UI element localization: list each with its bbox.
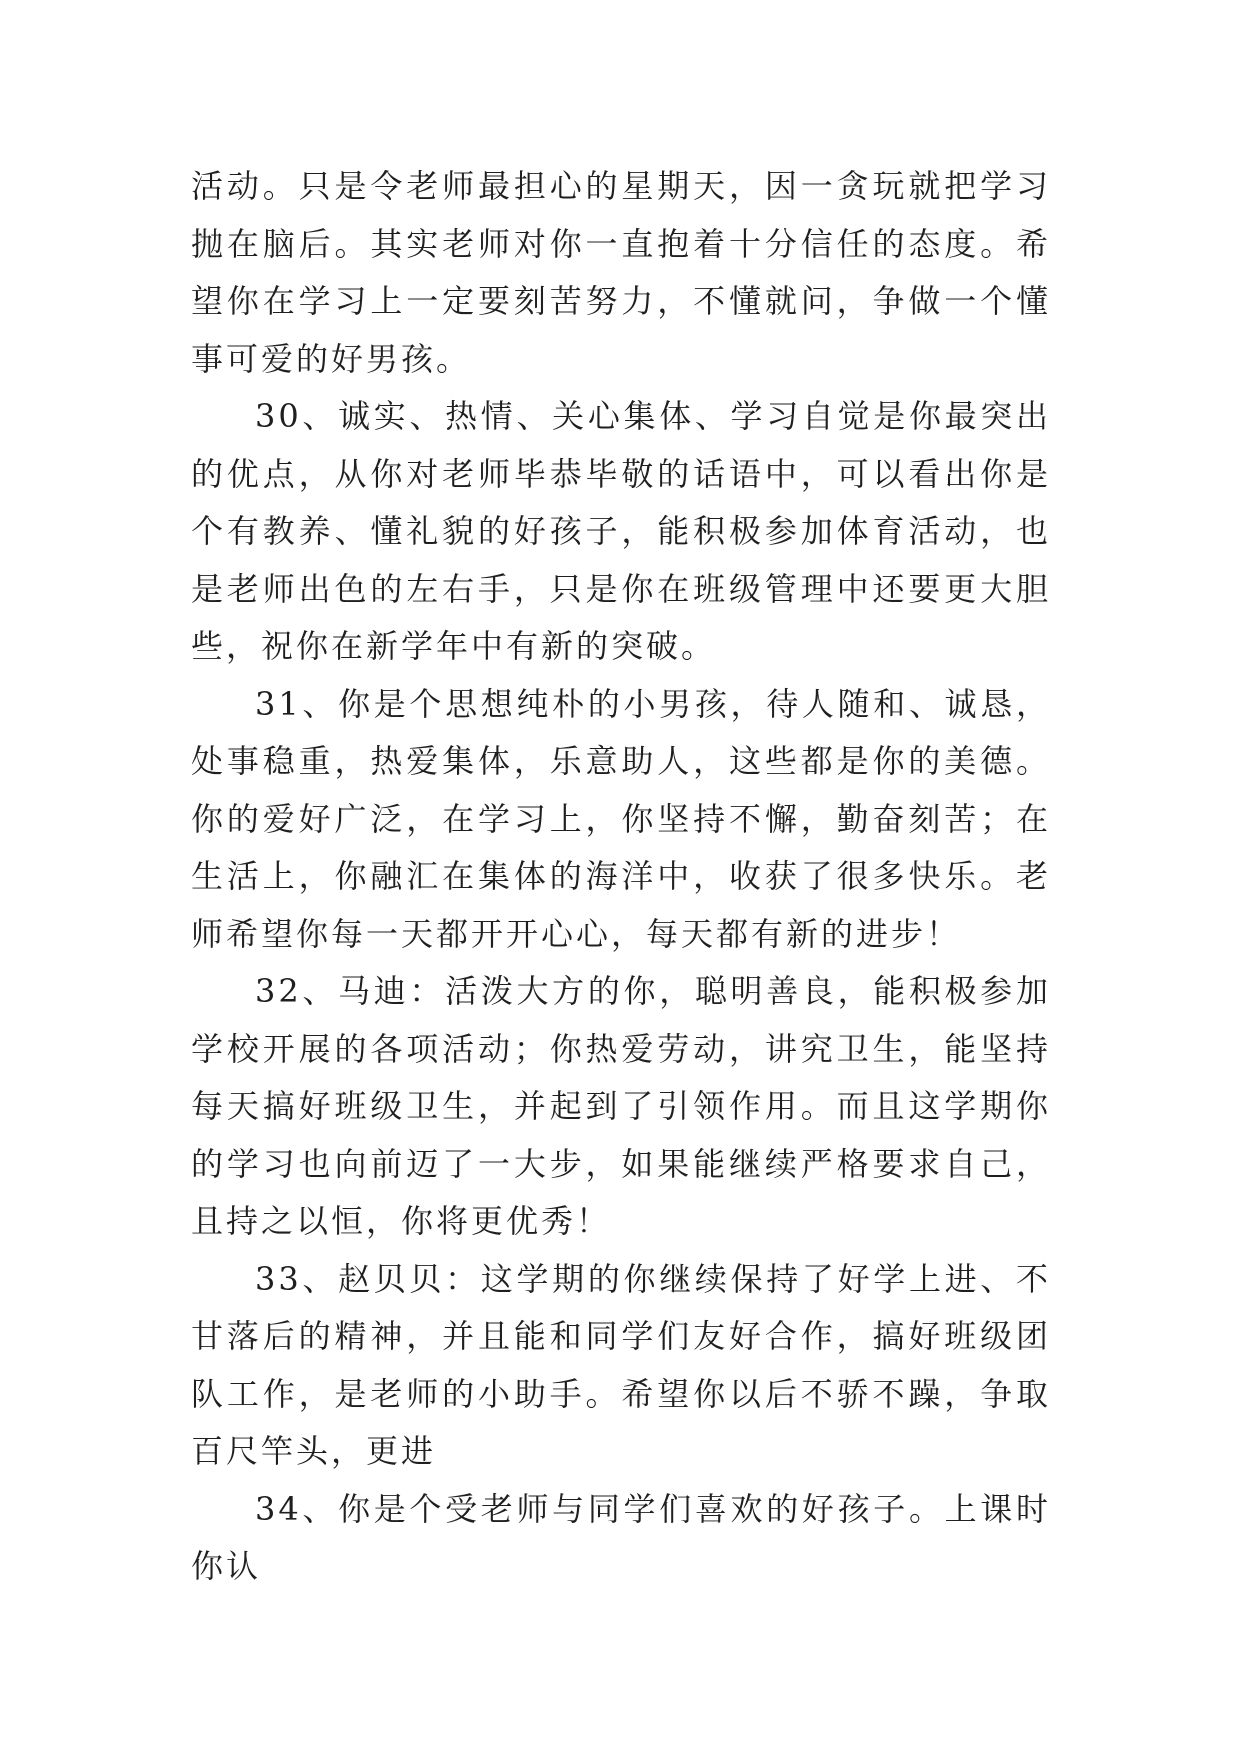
document-page [191,158,1051,1596]
paragraph-comment-32: 32、马迪：活泼大方的你，聪明善良，能积极参加学校开展的各项活动；你热爱劳动，讲究卫生，能坚持每天搞好班级卫生，并起到了引领作用。而且这学期你的学习也向前迈了一大步，如果能继续严格要求自己，且持之以恒，你将更优秀！ [191,972,1051,1240]
paragraph-comment-34: 34、你是个受老师与同学们喜欢的好孩子。上课时你认 [191,1489,1051,1585]
paragraph-comment-33: 33、赵贝贝：这学期的你继续保持了好学上进、不甘落后的精神，并且能和同学们友好合作，搞好班级团队工作，是老师的小助手。希望你以后不骄不躁，争取百尺竿头，更进 [191,1259,1051,1470]
paragraph-comment-31: 31、你是个思想纯朴的小男孩，待人随和、诚恳，处事稳重，热爱集体，乐意助人，这些都是你的美德。你的爱好广泛，在学习上，你坚持不懈，勤奋刻苦；在生活上，你融汇在集体的海洋中，收获了很多快乐。老师希望你每一天都开开心心，每天都有新的进步！ [191,684,1051,953]
paragraph-comment-30: 30、诚实、热情、关心集体、学习自觉是你最突出的优点，从你对老师毕恭毕敬的话语中，可以看出你是个有教养、懂礼貌的好孩子，能积极参加体育活动，也是老师出色的左右手，只是你在班级管理中还要更大胆些，祝你在新学年中有新的突破。 [191,397,1051,665]
paragraph-continuation: 活动。只是令老师最担心的星期天，因一贪玩就把学习抛在脑后。其实老师对你一直抱着十分信任的态度。希望你在学习上一定要刻苦努力，不懂就问，争做一个懂事可爱的好男孩。 [191,167,1051,378]
